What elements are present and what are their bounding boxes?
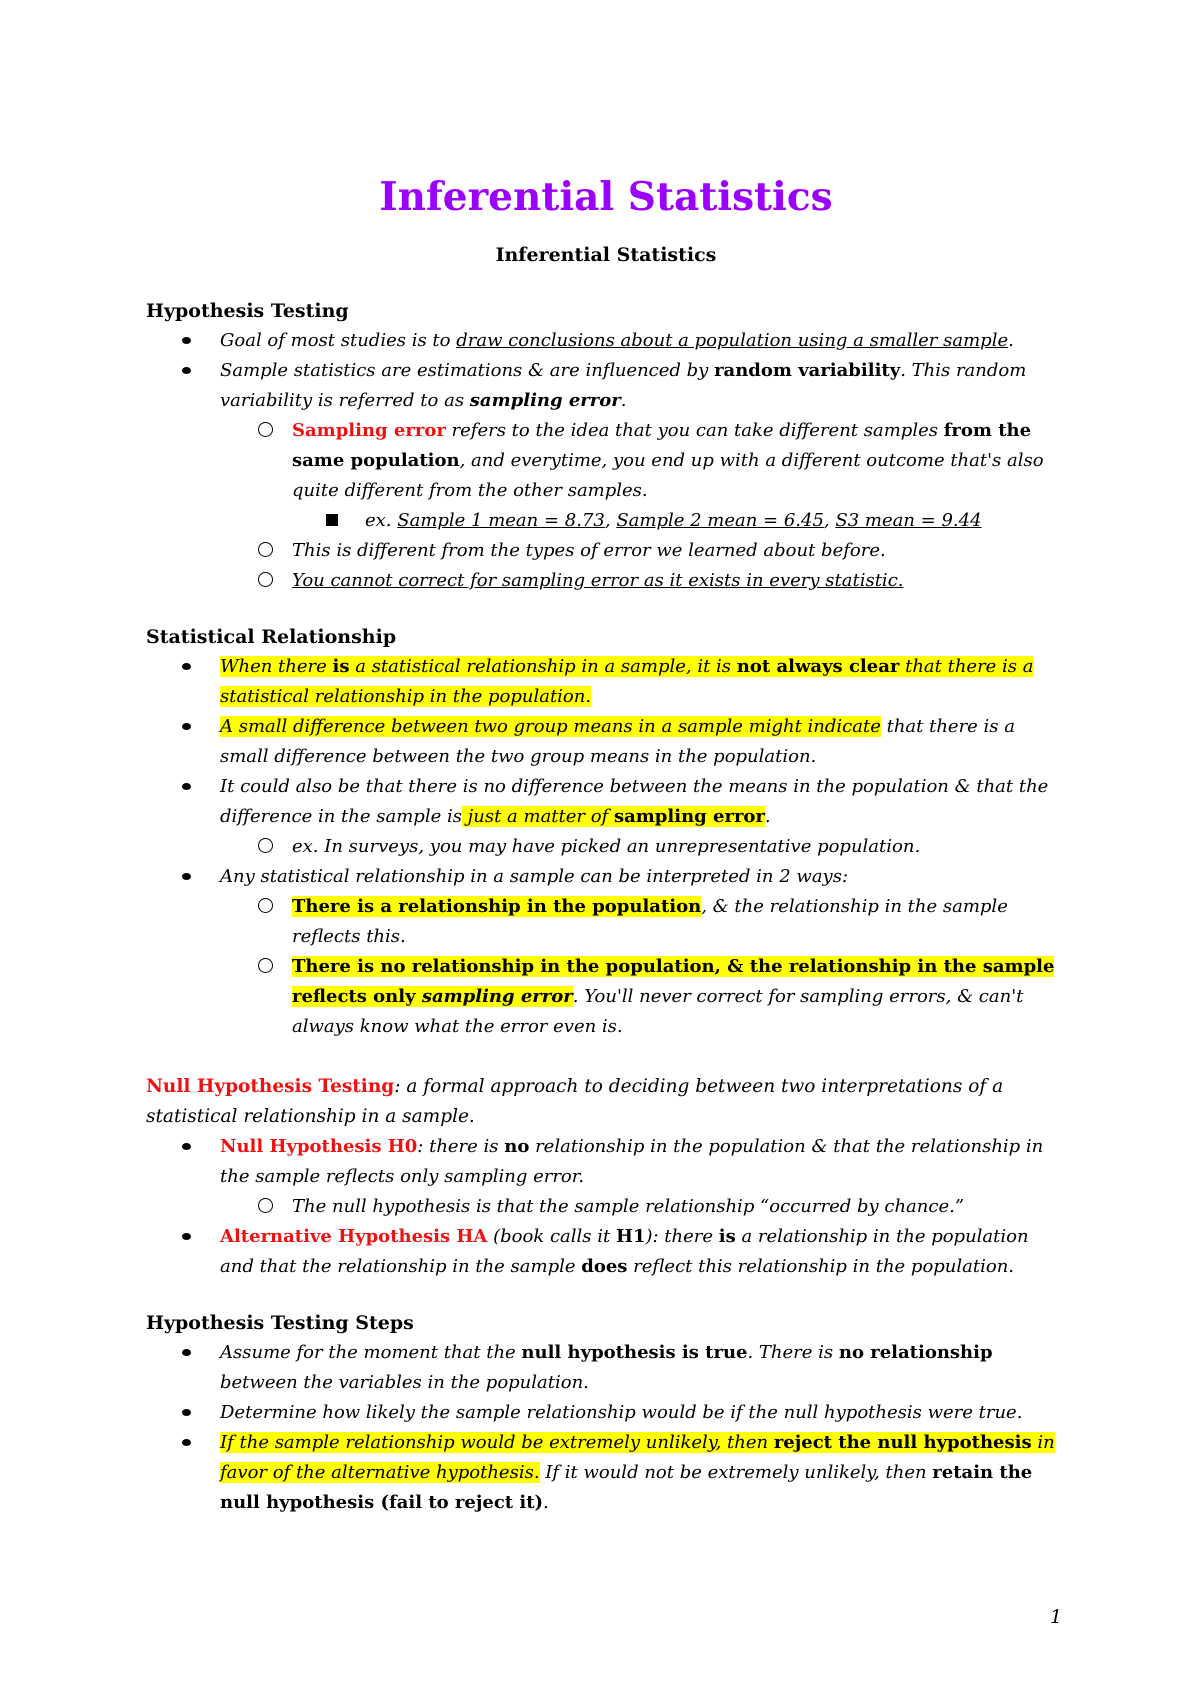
list-item: Goal of most studies is to draw conclusions about a population using a smaller sample. bbox=[146, 326, 1066, 356]
circle-bullet-icon bbox=[258, 566, 273, 596]
list-item: Sample statistics are estimations & are influenced by random variability. This random variability is referred to as sampling error. bbox=[146, 356, 1066, 416]
bullet-icon bbox=[182, 862, 191, 892]
list-item: Assume for the moment that the null hypothesis is true. There is no relationship between the variables in the population. bbox=[146, 1338, 1066, 1398]
square-bullet-icon bbox=[326, 506, 338, 536]
bullet-icon bbox=[182, 356, 191, 386]
bullet-icon bbox=[182, 326, 191, 356]
list-item: Any statistical relationship in a sample can be interpreted in 2 ways: bbox=[146, 862, 1066, 892]
list-item: It could also be that there is no difference between the means in the population & that the difference in the sample is just a matter of sampling error. bbox=[146, 772, 1066, 832]
page-number: 1 bbox=[1050, 1606, 1063, 1628]
document-subtitle: Inferential Statistics bbox=[495, 244, 717, 266]
list-item: If the sample relationship would be extremely unlikely, then reject the null hypothesis in favor of the alternative hypothesis. If it would not be extremely unlikely, then retain the null hypothesis (fail to reject it). bbox=[146, 1428, 1066, 1518]
list-item: You cannot correct for sampling error as it exists in every statistic. bbox=[146, 566, 1066, 596]
list-item: Null Hypothesis H0: there is no relationship in the population & that the relationship in the sample reflects only sampling error. bbox=[146, 1132, 1066, 1192]
circle-bullet-icon bbox=[258, 1192, 273, 1222]
bullet-icon bbox=[182, 1132, 191, 1162]
list-item: Determine how likely the sample relationship would be if the null hypothesis were true. bbox=[146, 1398, 1066, 1428]
null-hypothesis-list bbox=[146, 1132, 1066, 1282]
list-item: A small difference between two group means in a sample might indicate that there is a small difference between the two group means in the population. bbox=[146, 712, 1066, 772]
circle-bullet-icon bbox=[258, 892, 273, 922]
circle-bullet-icon bbox=[258, 952, 273, 982]
list-item: ex. In surveys, you may have picked an unrepresentative population. bbox=[146, 832, 1066, 862]
section-heading-hypothesis-testing: Hypothesis Testing bbox=[146, 300, 349, 322]
list-item: When there is a statistical relationship in a sample, it is not always clear that there is a statistical relationship in the population. bbox=[146, 652, 1066, 712]
document-title: Inferential Statistics bbox=[379, 174, 833, 220]
section-heading-null-hypothesis-testing: Null Hypothesis Testing: a formal approach to deciding between two interpretations of a statistical relationship in a sample. bbox=[146, 1076, 1004, 1127]
bullet-icon bbox=[182, 712, 191, 742]
bullet-icon bbox=[182, 652, 191, 682]
circle-bullet-icon bbox=[258, 536, 273, 566]
circle-bullet-icon bbox=[258, 416, 273, 446]
bullet-icon bbox=[182, 772, 191, 802]
circle-bullet-icon bbox=[258, 832, 273, 862]
list-item: There is a relationship in the population, & the relationship in the sample reflects this. bbox=[146, 892, 1066, 952]
section-heading-statistical-relationship: Statistical Relationship bbox=[146, 626, 397, 648]
list-item: This is different from the types of error we learned about before. bbox=[146, 536, 1066, 566]
list-item: The null hypothesis is that the sample relationship “occurred by chance.” bbox=[146, 1192, 1066, 1222]
list-item: Sampling error refers to the idea that you can take different samples from the same population, and everytime, you end up with a different outcome that's also quite different from the other samples. bbox=[146, 416, 1066, 506]
list-item: There is no relationship in the population, & the relationship in the sample reflects only sampling error. You'll never correct for sampling errors, & can't always know what the error even is. bbox=[146, 952, 1066, 1042]
hypothesis-steps-list bbox=[146, 1338, 1066, 1518]
document-body bbox=[146, 168, 1066, 1518]
bullet-icon bbox=[182, 1338, 191, 1368]
bullet-icon bbox=[182, 1428, 191, 1458]
list-item: Alternative Hypothesis HA (book calls it H1): there is a relationship in the population and that the relationship in the sample does reflect this relationship in the population. bbox=[146, 1222, 1066, 1282]
bullet-icon bbox=[182, 1222, 191, 1252]
section-heading-hypothesis-testing-steps: Hypothesis Testing Steps bbox=[146, 1312, 414, 1334]
bullet-icon bbox=[182, 1398, 191, 1428]
list-item: ex. Sample 1 mean = 8.73, Sample 2 mean = 6.45, S3 mean = 9.44 bbox=[146, 506, 1066, 536]
hypothesis-testing-list bbox=[146, 326, 1066, 596]
statistical-relationship-list bbox=[146, 652, 1066, 1042]
